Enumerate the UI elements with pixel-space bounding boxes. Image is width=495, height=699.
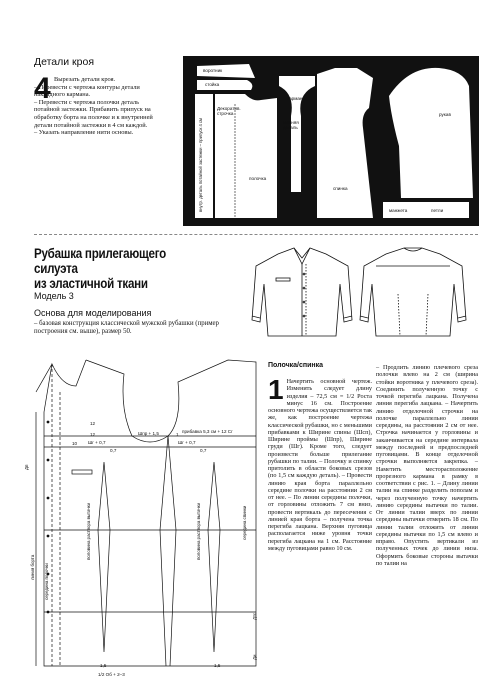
step4-line-1: Вырезать детали кроя. [54, 76, 116, 83]
pocket-piece [279, 76, 315, 192]
shirt-sketches [236, 244, 476, 358]
draft-label-pribavka: прибавка 5,3 см + 12 Сг [182, 429, 233, 434]
draft-label-shpr: Шпр + 1,5 [138, 431, 159, 436]
draft-label-1: 1 [176, 432, 179, 437]
draft-label-shg: Шг + 0,7 [88, 440, 106, 445]
draft-label-12b: 12 [90, 432, 96, 437]
draft-label-dp: Дп [24, 464, 29, 470]
draft-label-12a: 12 [90, 421, 96, 426]
decorative-stitch-label: Декоратив. строчка [217, 106, 241, 116]
draft-label-center-front: середина полочки [44, 563, 49, 600]
cuff-label: манжета [389, 208, 408, 213]
back-piece [317, 68, 373, 218]
draft-label-bort: линия борта [30, 554, 35, 580]
front-view-sketch [252, 248, 352, 336]
column-title: Полочка/спинка [268, 362, 324, 369]
article-title [34, 246, 206, 291]
article-title-line1: Рубашка прилегающего силуэта [34, 246, 166, 276]
draft-label-dts: Дтс [252, 612, 257, 620]
section-divider [34, 234, 478, 235]
draft-label-dart-back: половина раствора вытачки [196, 502, 201, 560]
basis-text: – базовая конструкция классической мужской рубашки (пример построения см. выше), размер 50. [34, 320, 219, 335]
back-label: спинка [333, 186, 348, 191]
text-column-2-body: – Продлить линию плечевого среза полочки влево на 2 см (ширина стойки воротника у плечевого среза). Соединить полученную точку с точкой перегиба лацкана. Получена линия перегиба лацкана. – Начертить линию отделочной строчки на полочке параллельно линии середины, на расстоянии 2 см от нее. Строчка начинается у горловины и заканчивается на середине интервала между последней и предпоследней пуговицами. В конце отделочной строчки выполняется закрепка. – Наметить месторасположение прорезного кармана в рамку в соответствии с рис. 1. – Длину линии талии на спинке разделить пополам и через полученную точку начертить линию середины вытачки по талии. От линии талии вверх по линии середины вытачки отмерить 18 см. По линии талии отложить от линии середины вытачки по 1,5 см влево и вправо. Опустить вертикали из полученных точек до линии низа. Оформить боковые стороны вытачки по талии на [376, 364, 478, 567]
draft-label-07b: 0,7 [200, 448, 207, 453]
pattern-draft [32, 352, 264, 682]
front-label: полочка [249, 176, 267, 181]
draft-label-bottom: 1/2 Об + 2–3 [98, 672, 125, 677]
text-column-1-body: Начертить основной чертеж. Изменить следует длину изделия – 72,5 см = 1/2 Роста минус 16 см. Построение основного чертежа осуществляется так же, как построение чертежа классической рубашки, но с меньшими прибавками к Ширине спины (Шсп), Ширине проймы (Шпр), Ширине груди (Шг). Кроме того, следует произвести больше прилегание рубашки по талии. – Полочку и спинку притолить в области боковых срезов (по 1,5 см каждую деталь). – Провести линию края борта параллельно середине полочки на расстоянии 2 см от нее. – По линии середины полочки, от горловины отложить 7 см вниз, провести вертикаль до пересечения с линией края борта – получена точка перегиба лацкана. Верхняя пуговица располагается ниже уровня точки перегиба лацкана на 1 см. Расстояние между пуговицами равно 10 см. [268, 378, 372, 552]
section-heading-details: Детали кроя [34, 56, 95, 68]
draft-label-10: 10 [72, 441, 78, 446]
pocket-label: карман [287, 96, 303, 101]
collar-label: воротник [203, 68, 223, 73]
step4-line-2: – Перевести с чертежа контуры детали накладного кармана. [34, 83, 140, 99]
draft-label-15a: 1,5 [100, 663, 107, 668]
back-view-sketch [360, 248, 466, 336]
draft-label-center-back: середина спинки [242, 505, 247, 540]
text-column-2 [376, 364, 478, 567]
draft-label-dart-front: половина раствора вытачки [86, 502, 91, 560]
pattern-layout-panel [183, 56, 479, 226]
draft-label-shg2: Шг + 0,7 [178, 440, 196, 445]
buttonholes-label: петли [431, 208, 444, 213]
step4-line-4: – Указать направление нити основы. [34, 129, 134, 137]
sleeve-label: рукав [439, 112, 451, 117]
draft-label-15b: 1,5 [214, 663, 221, 668]
draft-label-07a: 0,7 [110, 448, 117, 453]
placket-strip-label: внутр. деталь потайной застежки – припуск 4 см [198, 118, 203, 212]
step-number-1: 1 [268, 374, 284, 405]
step-number-4: 4 [34, 72, 51, 105]
article-title-line2: из эластичной ткани [34, 276, 148, 291]
lower-detail-label: нижняя деталь [283, 120, 299, 130]
stand-label: стойка [205, 82, 220, 87]
step4-line-3: – Перевести с чертежа полочки деталь потайной застежки. Прибавить припуск на обработку борта на полочке и к внутренней детали потайной застежки в 4 см каждой. [34, 98, 153, 129]
text-column-1 [268, 374, 372, 552]
step4-instructions [34, 72, 154, 137]
basis-heading: Основа для моделирования [34, 308, 152, 318]
sleeve-piece [379, 66, 473, 198]
draft-label-di: Ди [252, 654, 257, 660]
model-number: Модель 3 [34, 291, 74, 301]
